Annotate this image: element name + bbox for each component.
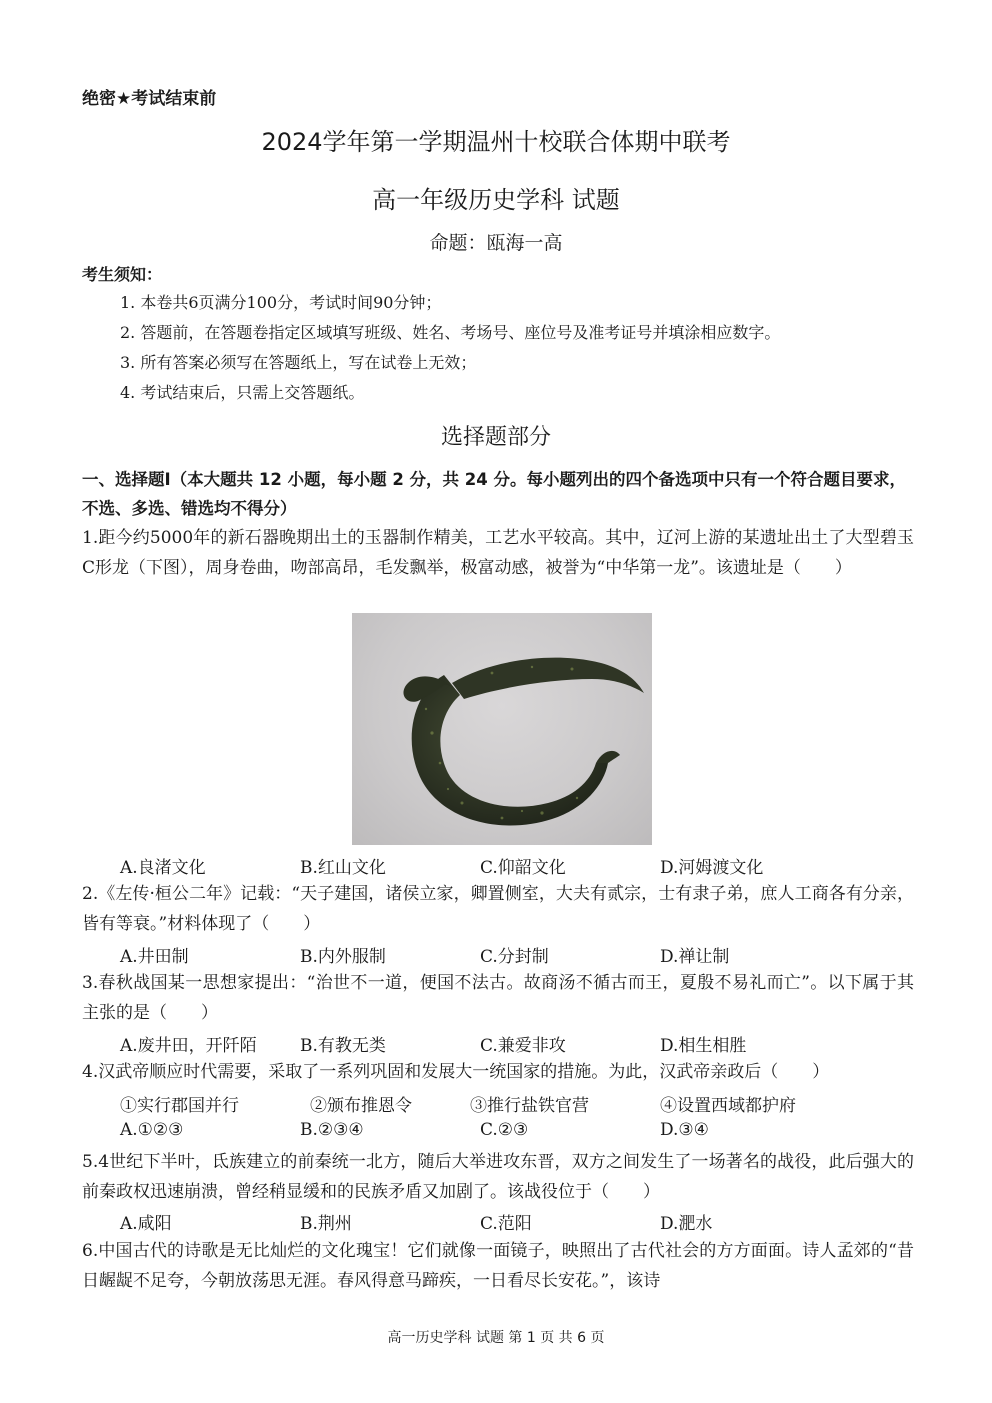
question-3-option-b: B.有教无类 [300,1036,386,1056]
question-4-option-d: D.③④ [660,1120,709,1140]
question-3-stem: 3.春秋战国某一思想家提出：“治世不一道，便国不法古。故商汤不循古而王，夏殷不易礼而亡”。以下属于其主张的是（ ） [82,973,914,1023]
question-5-option-c: C.范阳 [480,1214,532,1234]
question-5-option-a: A.咸阳 [120,1214,172,1234]
confidential-label: 绝密★考试结束前 [82,89,217,109]
part-heading: 一、选择题Ⅰ（本大题共 12 小题，每小题 2 分，共 24 分。每小题列出的四个备选项中只有一个符合题目要求，不选、多选、错选均不得分） [82,470,907,518]
notice-item: 3. 所有答案必须写在答题纸上，写在试卷上无效； [120,353,477,372]
notice-item: 1. 本卷共6页满分100分，考试时间90分钟； [120,293,442,312]
question-4-item-4: ④设置西域都护府 [660,1096,796,1116]
question-2-stem: 2.《左传·桓公二年》记载：“天子建国，诸侯立家，卿置侧室，大夫有贰宗，士有隶子弟，庶人工商各有分亲，皆有等衰。”材料体现了（ ） [82,884,914,934]
question-5-stem: 5.4世纪下半叶，氐族建立的前秦统一北方，随后大举进攻东晋，双方之间发生了一场著名的战役，此后强大的前秦政权迅速崩溃，曾经稍显缓和的民族矛盾又加剧了。该战役位于（ ） [82,1152,914,1202]
question-4-option-c: C.②③ [480,1120,529,1140]
jade-dragon-icon [352,613,652,845]
section-title: 选择题部分 [440,425,551,450]
question-1-stem: 1.距今约5000年的新石器晚期出土的玉器制作精美，工艺水平较高。其中，辽河上游的某遗址出土了大型碧玉C形龙（下图），周身卷曲，吻部高昂，毛发飘举，极富动感，被誉为“中华第一龙”。该遗址是（ ） [82,528,914,578]
question-1-option-d: D.河姆渡文化 [660,858,764,878]
page-footer: 高一历史学科 试题 第 1 页 共 6 页 [387,1330,605,1346]
question-1-option-b: B.红山文化 [300,858,386,878]
notice-item: 2. 答题前，在答题卷指定区域填写班级、姓名、考场号、座位号及准考证号并填涂相应数字。 [120,323,781,342]
question-3-option-d: D.相生相胜 [660,1036,747,1056]
question-4-option-b: B.②③④ [300,1120,364,1140]
question-3-option-a: A.废井田，开阡陌 [120,1036,257,1056]
question-4-item-2: ②颁布推恩令 [310,1096,412,1116]
question-4-item-1: ①实行郡国并行 [120,1096,239,1116]
exam-subtitle: 高一年级历史学科 试题 [372,186,620,214]
question-1-option-c: C.仰韶文化 [480,858,566,878]
question-1-option-a: A.良渚文化 [120,858,206,878]
question-2-option-a: A.井田制 [120,947,189,967]
question-3-option-c: C.兼爱非攻 [480,1036,566,1056]
notice-item: 4. 考试结束后，只需上交答题纸。 [120,383,365,402]
exam-author: 命题：瓯海一高 [429,232,563,254]
question-4-stem: 4.汉武帝顺应时代需要，采取了一系列巩固和发展大一统国家的措施。为此，汉武帝亲政后（ ） [82,1062,830,1082]
question-4-item-3: ③推行盐铁官营 [470,1096,589,1116]
question-4-option-a: A.①②③ [120,1120,184,1140]
question-2-option-d: D.禅让制 [660,947,730,967]
question-5-option-b: B.荆州 [300,1214,352,1234]
exam-title: 2024学年第一学期温州十校联合体期中联考 [261,128,731,156]
question-5-option-d: D.淝水 [660,1214,713,1234]
jade-dragon-image [352,613,652,845]
notice-heading: 考生须知： [82,265,163,284]
question-6-stem: 6.中国古代的诗歌是无比灿烂的文化瑰宝！它们就像一面镜子，映照出了古代社会的方方面面。诗人孟郊的“昔日龌龊不足夸，今朝放荡思无涯。春风得意马蹄疾，一日看尽长安花。”，该诗 [82,1241,914,1291]
question-2-option-c: C.分封制 [480,947,549,967]
question-2-option-b: B.内外服制 [300,947,386,967]
